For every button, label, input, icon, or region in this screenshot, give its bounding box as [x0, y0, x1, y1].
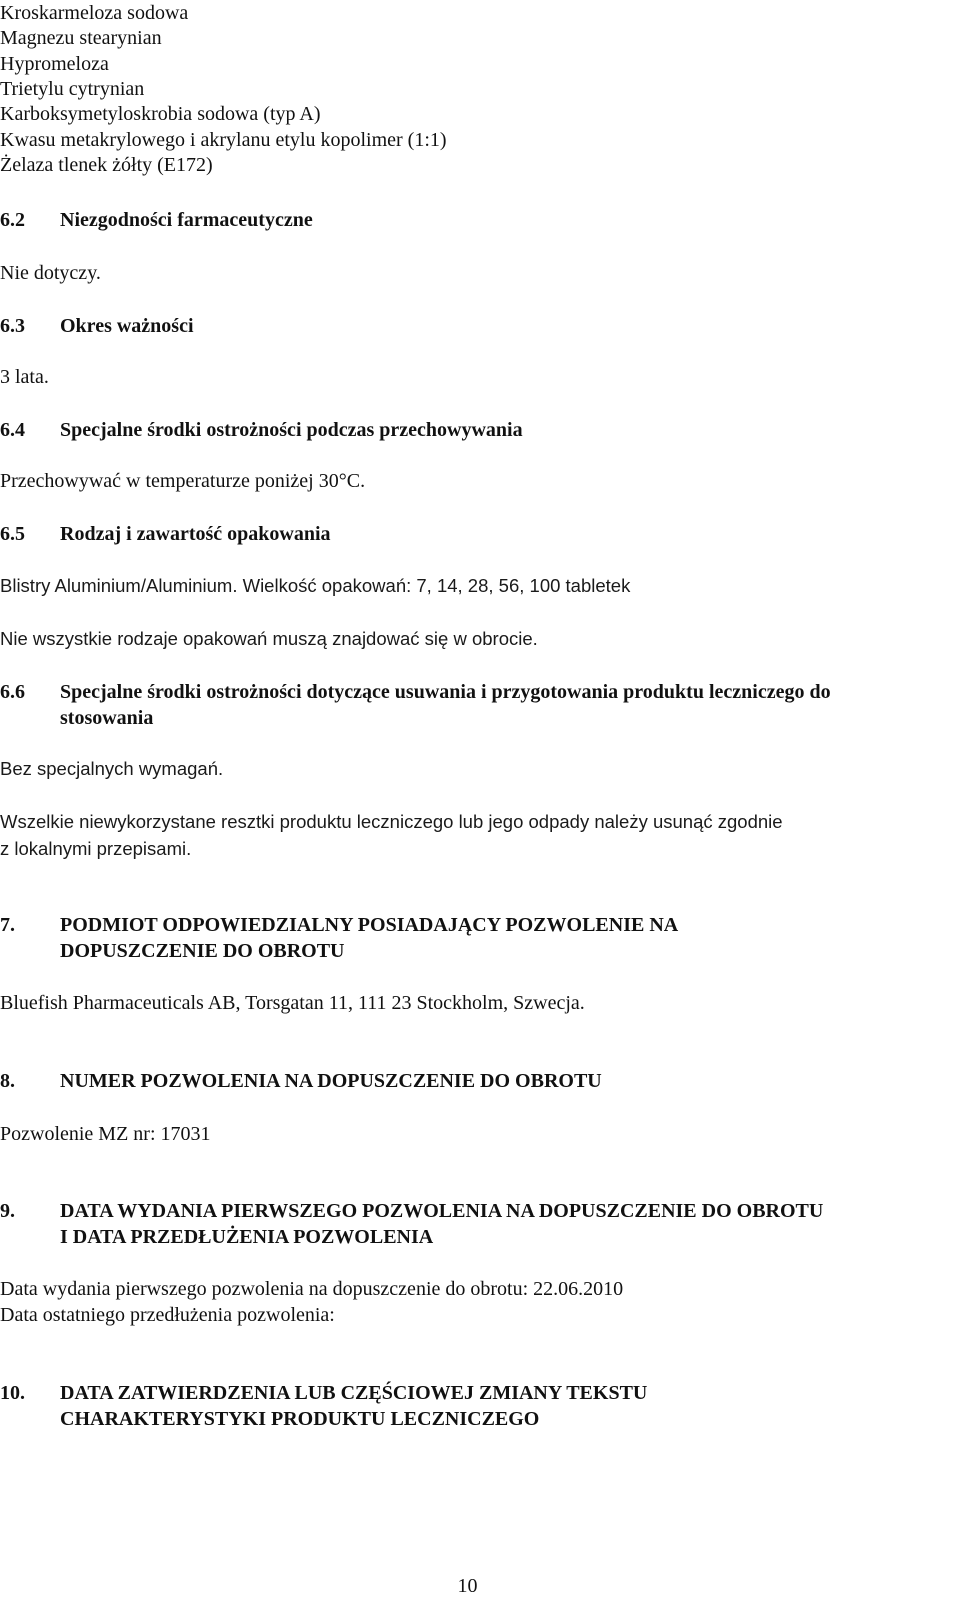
section-number: 7. — [0, 914, 15, 936]
section-body: Blistry Aluminium/Aluminium. Wielkość opakowań: 7, 14, 28, 56, 100 tabletek — [0, 575, 631, 596]
section-number: 10. — [0, 1382, 25, 1404]
section-body: Data wydania pierwszego pozwolenia na dopuszczenie do obrotu: 22.06.2010 — [0, 1278, 624, 1300]
section-body: Nie wszystkie rodzaje opakowań muszą znajdować się w obrocie. — [0, 628, 538, 649]
section-title: DOPUSZCZENIE DO OBROTU — [60, 940, 345, 962]
excipient-item: Kroskarmeloza sodowa — [0, 2, 189, 24]
section-title: CHARAKTERYSTYKI PRODUKTU LECZNICZEGO — [60, 1408, 540, 1430]
excipient-item: Hypromeloza — [0, 53, 109, 75]
section-body: z lokalnymi przepisami. — [0, 838, 192, 859]
excipient-item: Kwasu metakrylowego i akrylanu etylu kopolimer (1:1) — [0, 129, 447, 151]
excipient-item: Trietylu cytrynian — [0, 78, 145, 100]
excipient-item: Żelaza tlenek żółty (E172) — [0, 154, 213, 176]
section-number: 6.2 — [0, 209, 25, 231]
section-body: Wszelkie niewykorzystane resztki produktu leczniczego lub jego odpady należy usunąć zgodnie — [0, 811, 783, 832]
section-body: Pozwolenie MZ nr: 17031 — [0, 1123, 211, 1145]
section-title: DATA WYDANIA PIERWSZEGO POZWOLENIA NA DOPUSZCZENIE DO OBROTU — [60, 1200, 824, 1222]
section-body: 3 lata. — [0, 366, 49, 388]
section-body: Bluefish Pharmaceuticals AB, Torsgatan 11, 111 23 Stockholm, Szwecja. — [0, 992, 585, 1014]
section-title: Rodzaj i zawartość opakowania — [60, 523, 331, 545]
section-title: NUMER POZWOLENIA NA DOPUSZCZENIE DO OBROTU — [60, 1070, 602, 1092]
section-title: PODMIOT ODPOWIEDZIALNY POSIADAJĄCY POZWOLENIE NA — [60, 914, 679, 936]
section-number: 6.4 — [0, 419, 25, 441]
section-body: Bez specjalnych wymagań. — [0, 758, 224, 779]
excipient-item: Karboksymetyloskrobia sodowa (typ A) — [0, 103, 321, 125]
section-body: Data ostatniego przedłużenia pozwolenia: — [0, 1304, 335, 1326]
section-body: Nie dotyczy. — [0, 262, 101, 284]
excipient-item: Magnezu stearynian — [0, 27, 162, 49]
section-number: 6.3 — [0, 315, 25, 337]
section-title: Niezgodności farmaceutyczne — [60, 209, 313, 231]
section-number: 8. — [0, 1070, 15, 1092]
section-number: 9. — [0, 1200, 15, 1222]
section-title: Specjalne środki ostrożności podczas przechowywania — [60, 419, 523, 441]
section-title: I DATA PRZEDŁUŻENIA POZWOLENIA — [60, 1226, 434, 1248]
page-number: 10 — [457, 1575, 478, 1597]
section-title: DATA ZATWIERDZENIA LUB CZĘŚCIOWEJ ZMIANY TEKSTU — [60, 1382, 648, 1404]
section-number: 6.5 — [0, 523, 25, 545]
section-title: Specjalne środki ostrożności dotyczące usuwania i przygotowania produktu leczniczego do — [60, 681, 831, 703]
section-title: Okres ważności — [60, 315, 194, 337]
section-body: Przechowywać w temperaturze poniżej 30°C. — [0, 470, 366, 492]
section-title: stosowania — [60, 707, 154, 729]
section-number: 6.6 — [0, 681, 25, 703]
